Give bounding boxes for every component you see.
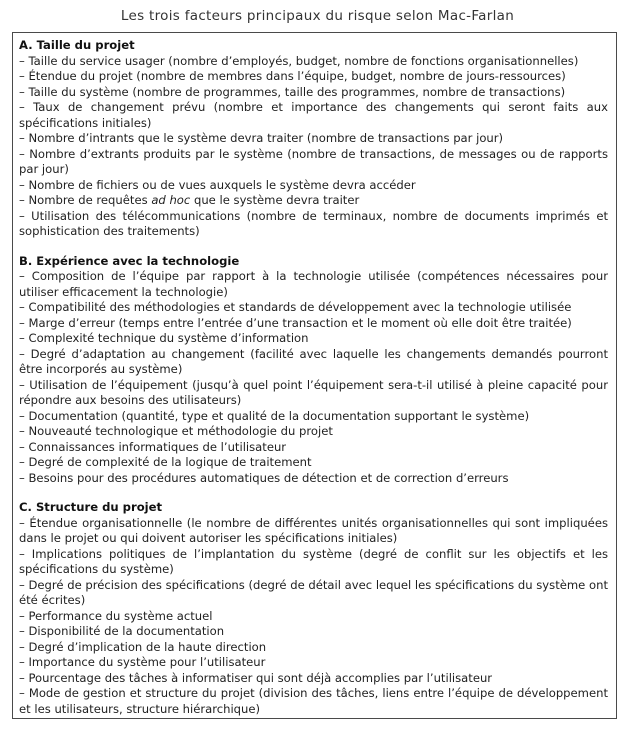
list-item: – Documentation (quantité, type et qualité de la documentation supportant le système) (19, 408, 530, 423)
list-item: – Étendue organisationnelle (le nombre de différentes unités organisationnelles qui sont impliquées dans le projet ou qui doivent autoriser les spécifications initiales) (19, 515, 608, 545)
list-item: – Taille du service usager (nombre d’employés, budget, nombre de fonctions organisationnelles) (19, 53, 579, 68)
list-item: – Importance du système pour l’utilisateur (19, 655, 266, 669)
list-item: – Degré d’implication de la haute direction (19, 639, 267, 654)
list-item: – Performance du système actuel (19, 608, 213, 623)
list-item-adhoc: – Nombre de requêtes ad hoc que le système devra traiter (19, 193, 360, 207)
section-structure-du-projet (19, 500, 608, 717)
list-item: – Compatibilité des méthodologies et standards de développement avec la technologie utilisée (19, 300, 572, 314)
list-item: – Implications politiques de l’implantation du système (degré de conflit sur les objectifs et les spécifications du système) (19, 546, 608, 576)
list-item: – Marge d’erreur (temps entre l’entrée d’une transaction et le moment où elle doit être traitée) (19, 315, 572, 330)
list-item: – Nombre d’intrants que le système devra traiter (nombre de transactions par jour) (19, 131, 504, 145)
list-item: – Degré de complexité de la logique de traitement (19, 455, 312, 469)
list-item: – Disponibilité de la documentation (19, 624, 225, 638)
risk-factors-box (12, 32, 617, 719)
list-item: – Utilisation des télécommunications (nombre de terminaux, nombre de documents imprimés et sophistication des traitements) (19, 208, 608, 238)
section-heading: A. Taille du projet (19, 38, 135, 52)
list-item: – Composition de l’équipe par rapport à la technologie utilisée (compétences nécessaires pour utiliser efficacement la technologie) (19, 269, 608, 299)
list-item: – Complexité technique du système d’information (19, 331, 309, 345)
list-item: – Nouveauté technologique et méthodologie du projet (19, 424, 333, 438)
section-experience-technologie (19, 254, 608, 487)
list-item: – Étendue du projet (nombre de membres dans l’équipe, budget, nombre de jours-ressources) (19, 69, 566, 83)
list-item: – Besoins pour des procédures automatiques de détection et de correction d’erreurs (19, 470, 509, 485)
list-item: – Nombre d’extrants produits par le système (nombre de transactions, de messages ou de rapports par jour) (19, 146, 608, 176)
list-item: – Pourcentage des tâches à informatiser qui sont déjà accomplies par l’utilisateur (19, 670, 493, 685)
list-item: – Mode de gestion et structure du projet (division des tâches, liens entre l’équipe de développement et les utilisateurs, structure hiérarchique) (19, 686, 608, 716)
section-heading: B. Expérience avec la technologie (19, 253, 240, 268)
list-item: – Connaissances informatiques de l’utilisateur (19, 439, 287, 454)
document-title: Les trois facteurs principaux du risque selon Mac-Farlan (120, 8, 515, 24)
list-item: – Taille du système (nombre de programmes, taille des programmes, nombre de transactions) (19, 84, 566, 99)
list-item: – Degré de précision des spécifications (degré de détail avec lequel les spécifications du système ont été écrites) (19, 577, 608, 607)
list-item: – Taux de changement prévu (nombre et importance des changements qui seront faits aux spécifications initiales) (19, 100, 608, 130)
list-item: – Nombre de fichiers ou de vues auxquels le système devra accéder (19, 177, 416, 192)
section-heading: C. Structure du projet (19, 500, 163, 514)
list-item: – Utilisation de l’équipement (jusqu’à quel point l’équipement sera-t-il utilisé à pleine capacité pour répondre aux besoins des utilisateurs) (19, 377, 608, 407)
section-taille-du-projet (19, 38, 608, 240)
list-item: – Degré d’adaptation au changement (facilité avec laquelle les changements demandés pourront être incorporés au système) (19, 346, 608, 376)
